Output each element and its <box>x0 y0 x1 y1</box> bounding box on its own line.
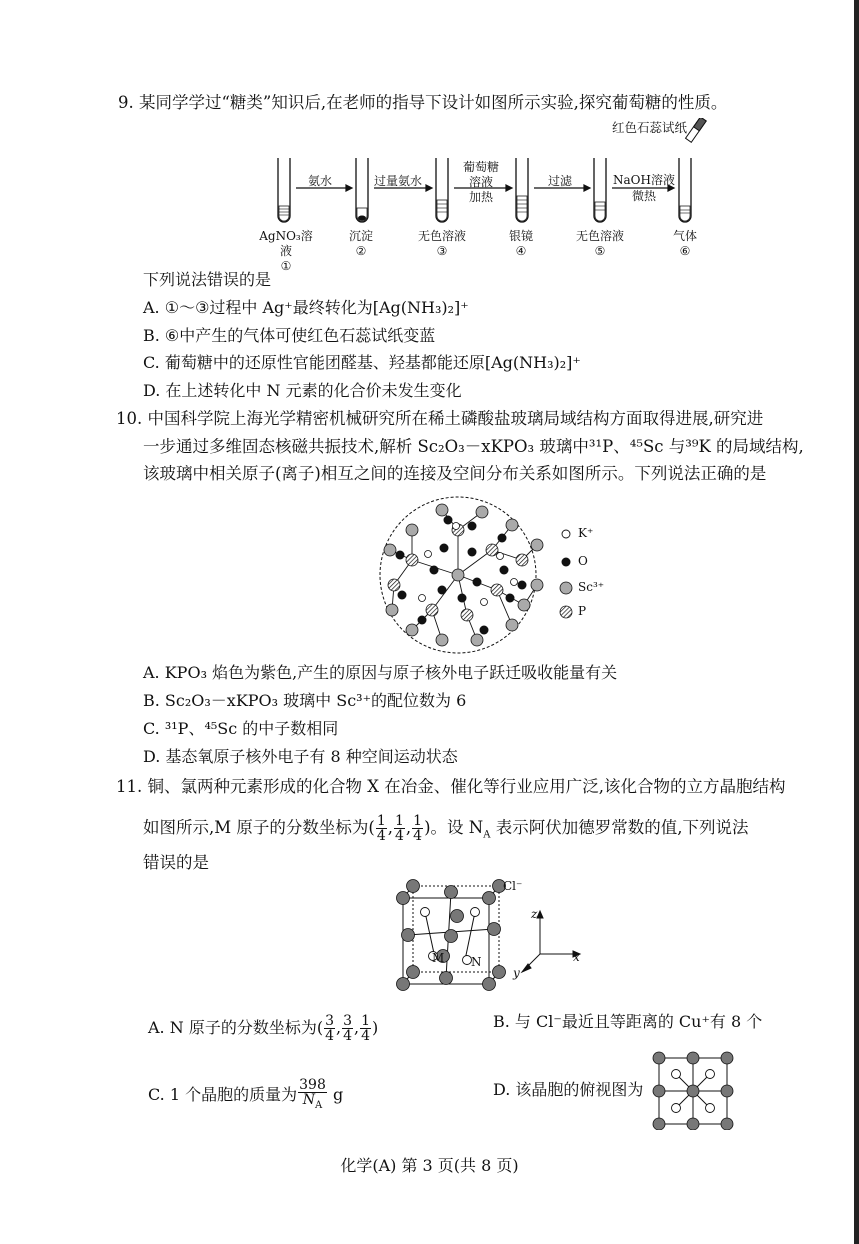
q9-option-b: B. ⑥中产生的气体可使红色石蕊试纸变蓝 <box>143 326 436 345</box>
q11-line3: 错误的是 <box>143 853 209 872</box>
crystal-cell-figure <box>385 876 595 996</box>
arrow-label-excess-ammonia: 过量氨水 <box>374 174 423 188</box>
arrow-label-glucose-heat: 葡萄糖 溶液 加热 <box>463 160 500 204</box>
q11-line1: 11. 铜、氯两种元素形成的化合物 X 在冶金、催化等行业应用广泛,该化合物的立方晶胞结构 <box>116 777 786 796</box>
tube-3-label: 无色溶液 ③ <box>417 229 466 258</box>
legend-p: P <box>578 604 587 618</box>
q9-prompt: 下列说法错误的是 <box>143 270 272 289</box>
litmus-paper-label: 红色石蕊试纸 <box>612 120 688 135</box>
atom-n-label: N <box>471 955 482 969</box>
q9-option-a: A. ①～③过程中 Ag⁺最终转化为[Ag(NH₃)₂]⁺ <box>143 298 469 317</box>
legend-k: K⁺ <box>578 526 594 540</box>
q11-option-b: B. 与 Cl⁻最近且等距离的 Cu⁺有 8 个 <box>493 1012 763 1031</box>
q10-option-a: A. KPO₃ 焰色为紫色,产生的原因与原子核外电子跃迁吸收能量有关 <box>143 663 618 682</box>
q11-option-d: D. 该晶胞的俯视图为 <box>493 1080 644 1099</box>
tube-4-label: 银镜 ④ <box>508 229 533 258</box>
q10-option-b: B. Sc₂O₃－xKPO₃ 玻璃中 Sc³⁺的配位数为 6 <box>143 691 467 710</box>
legend-o: O <box>578 554 588 568</box>
axis-x-label: x <box>573 950 580 964</box>
q11-option-c: C. 1 个晶胞的质量为 $\frac{398}{N_A}$ g <box>148 1077 344 1111</box>
arrow-label-naoh-heat: NaOH溶液 微热 <box>613 173 675 203</box>
tube-2-label: 沉淀 ② <box>348 229 373 258</box>
q10-option-c: C. ³¹P、⁴⁵Sc 的中子数相同 <box>143 719 339 738</box>
tube-6-label: 气体 ⑥ <box>672 229 697 258</box>
top-view-figure <box>651 1050 735 1130</box>
glass-structure-figure <box>372 490 605 660</box>
q11-option-a: A. N 原子的分数坐标为( $\frac{3}{4}$ , $\frac{3}{4}$ , $\frac{1}{4}$ ) <box>148 1013 379 1044</box>
page-right-border <box>854 0 859 1244</box>
q10-line2: 一步通过多维固态核磁共振技术,解析 Sc₂O₃－xKPO₃ 玻璃中³¹P、⁴⁵Sc 与³⁹K 的局域结构, <box>143 437 804 456</box>
atom-m-label: M <box>432 951 445 965</box>
tube-5-label: 无色溶液 ⑤ <box>575 229 624 258</box>
arrow-label-ammonia: 氨水 <box>308 174 333 188</box>
legend-sc: Sc³⁺ <box>578 580 605 594</box>
cl-label: Cl⁻ <box>503 879 523 893</box>
axis-y-label: y <box>513 966 520 980</box>
axis-z-label: z <box>531 907 538 921</box>
q10-line3: 该玻璃中相关原子(离子)相互之间的连接及空间分布关系如图所示。下列说法正确的是 <box>143 464 767 483</box>
arrow-label-filter: 过滤 <box>548 174 573 188</box>
tube-1-label: AgNO₃溶液 ① <box>259 229 313 273</box>
q10-option-d: D. 基态氧原子核外电子有 8 种空间运动状态 <box>143 747 458 766</box>
q9-option-d: D. 在上述转化中 N 元素的化合价未发生变化 <box>143 381 462 400</box>
q10-line1: 10. 中国科学院上海光学精密机械研究所在稀土磷酸盐玻璃局域结构方面取得进展,研究进 <box>116 409 764 428</box>
q9-stem: 9. 某同学学过“糖类”知识后,在老师的指导下设计如图所示实验,探究葡萄糖的性质。 <box>118 93 728 112</box>
q9-option-c: C. 葡萄糖中的还原性官能团醛基、羟基都能还原[Ag(NH₃)₂]⁺ <box>143 353 581 372</box>
q11-line2: 如图所示,M 原子的分数坐标为( $\frac{1}{4}$ , $\frac{1}{4}$ , $\frac{1}{4}$ )。设 $N_A$ 表示阿伏加德罗常数的值,下列说法 <box>143 813 749 844</box>
page-footer: 化学(A) 第 3 页(共 8 页) <box>340 1156 519 1175</box>
